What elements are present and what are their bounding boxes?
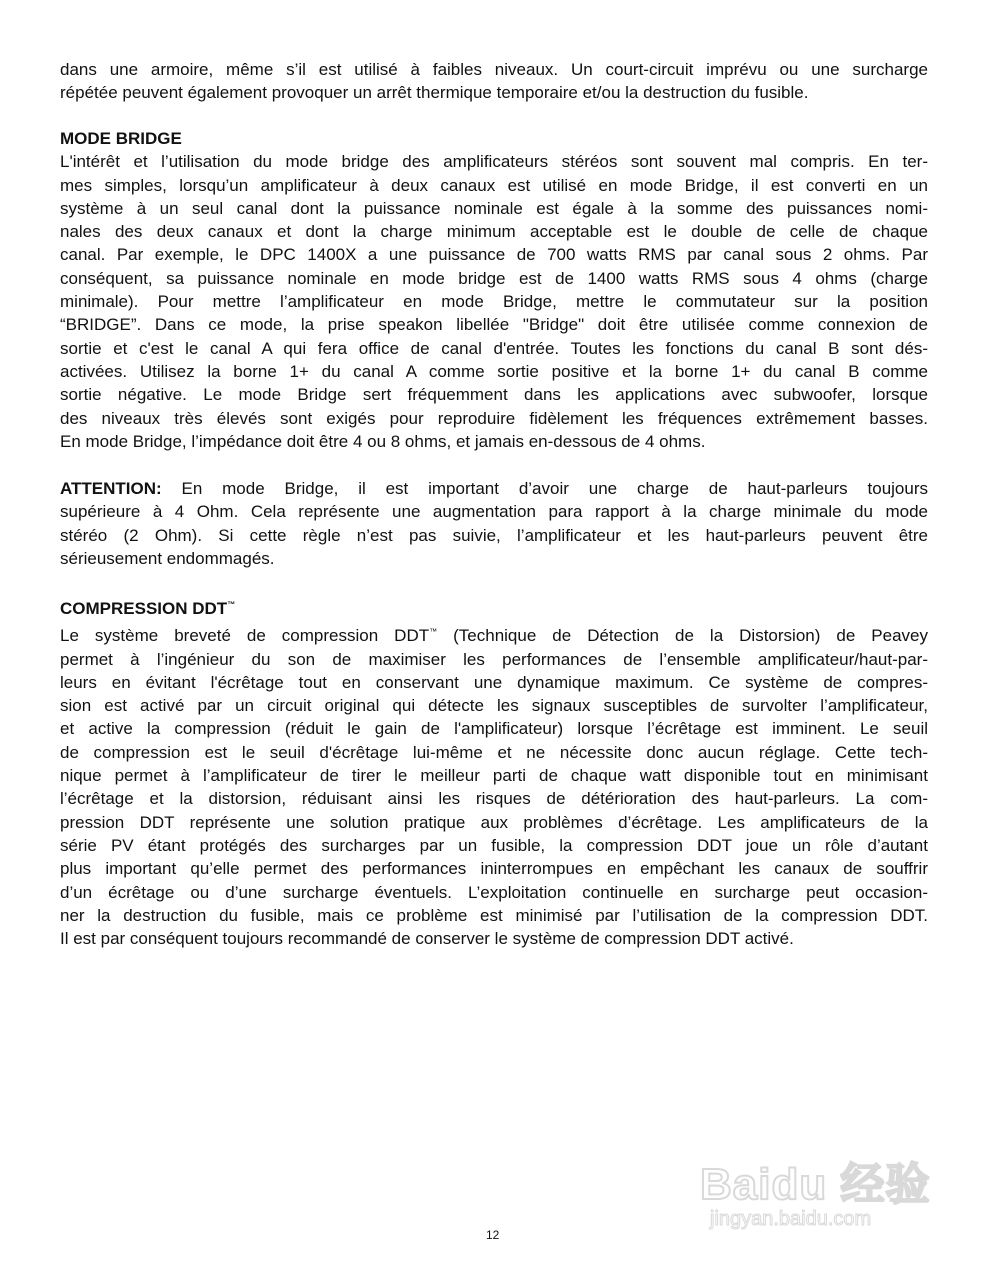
heading-text: COMPRESSION DDT — [60, 599, 228, 618]
paragraph-line: ner la destruction du fusible, mais ce problème est minimisé par l’utilisation de la compression DDT. — [60, 905, 928, 925]
paragraph-line: l’écrêtage et la distorsion, réduisant ainsi les risques de détérioration des haut-parleurs. La com- — [60, 789, 928, 809]
watermark-logo: Baidu 经验 — [700, 1160, 931, 1209]
paragraph-line: nique permet à l’amplificateur de tirer le meilleur parti de chaque watt disponible tout en minimisant — [60, 766, 928, 786]
paragraph-line: canal. Par exemple, le DPC 1400X a une puissance de 700 watts RMS par canal sous 2 ohms. Par — [60, 245, 928, 265]
paragraph-line: des niveaux très élevés sont exigés pour reproduire fidèlement les fréquences extrêmement basses. — [60, 408, 928, 428]
section-mode-bridge — [60, 127, 928, 453]
paragraph-line: série PV étant protégés des surcharges par un fusible, la compression DDT joue un rôle d’autant — [60, 835, 928, 855]
paragraph-line: En mode Bridge, l’impédance doit être 4 ou 8 ohms, et jamais en-dessous de 4 ohms. — [60, 431, 706, 451]
section-compression-ddt — [60, 593, 928, 950]
paragraph-line: Il est par conséquent toujours recommandé de conserver le système de compression DDT activé. — [60, 929, 794, 949]
paragraph-line: leurs en évitant l'écrêtage tout en conservant une dynamique maximum. Ce système de compres- — [60, 672, 928, 692]
paragraph-line: stéréo (2 Ohm). Si cette règle n’est pas suivie, l’amplificateur et les haut-parleurs peuvent être — [60, 525, 928, 545]
paragraph-line: sion est activé par un circuit original qui détecte les signaux susceptibles de survolter l’amplificateur, — [60, 696, 928, 716]
paragraph-line: pression DDT représente une solution pratique aux problèmes d’écrêtage. Les amplificateurs de la — [60, 812, 928, 832]
paragraph-line: système à un seul canal dont la puissance nominale est égale à la somme des puissances nomi- — [60, 198, 928, 218]
page-number: 12 — [486, 1228, 500, 1242]
bridge-paragraph — [60, 150, 928, 453]
paragraph-line: répétée peuvent également provoquer un arrêt thermique temporaire et/ou la destruction du fusible. — [60, 83, 809, 103]
paragraph-line: mes simples, lorsqu’un amplificateur à deux canaux est utilisé en mode Bridge, il est converti en un — [60, 175, 928, 195]
paragraph-line: d’un écrêtage ou d’une surcharge éventuels. L’exploitation continuelle en surcharge peut occasion- — [60, 882, 928, 902]
paragraph-line: minimale). Pour mettre l’amplificateur en mode Bridge, mettre le commutateur sur la position — [60, 292, 928, 312]
paragraph-line — [60, 477, 928, 500]
paragraph-line: nales des deux canaux et dont la charge minimum acceptable est le double de celle de chaque — [60, 222, 928, 242]
paragraph-line: activées. Utilisez la borne 1+ du canal A comme sortie positive et la borne 1+ du canal B comme — [60, 361, 928, 381]
section-heading — [60, 593, 928, 620]
paragraph-line: supérieure à 4 Ohm. Cela représente une augmentation para rapport à la charge minimale du mode — [60, 502, 928, 522]
paragraph-line: sortie et c'est le canal A qui fera office de canal d'entrée. Toutes les fonctions du canal B sont dés- — [60, 338, 928, 358]
text: (Technique de Détection de la Distorsion) de Peavey — [437, 626, 928, 646]
paragraph-line: sortie négative. Le mode Bridge sert fréquemment dans les applications avec subwoofer, lorsque — [60, 385, 928, 405]
paragraph-line — [60, 620, 928, 647]
intro-paragraph — [60, 58, 928, 105]
attention-paragraph — [60, 477, 928, 570]
paragraph-line: et active la compression (réduit le gain de l'amplificateur) lorsque l’écrêtage est imminent. Le seuil — [60, 719, 928, 739]
attention-label: ATTENTION: — [60, 479, 162, 498]
paragraph-line: dans une armoire, même s’il est utilisé à faibles niveaux. Un court-circuit imprévu ou une surcharge — [60, 60, 928, 79]
paragraph-line: plus important qu’elle permet des performances ininterrompues en empêchant les canaux de souffrir — [60, 859, 928, 879]
attention-text: En mode Bridge, il est important d’avoir une charge de haut-parleurs toujours — [161, 479, 928, 498]
trademark: ™ — [227, 600, 236, 609]
text: Le système breveté de compression DDT — [60, 626, 430, 646]
paragraph-line: conséquent, sa puissance nominale en mode bridge est de 1400 watts RMS sous 4 ohms (charge — [60, 268, 928, 288]
paragraph-line: sérieusement endommagés. — [60, 548, 275, 568]
paragraph-line: “BRIDGE”. Dans ce mode, la prise speakon libellée "Bridge" doit être utilisée comme connexion de — [60, 315, 928, 335]
ddt-paragraph — [60, 648, 928, 951]
section-heading: MODE BRIDGE — [60, 129, 182, 148]
watermark-url: jingyan.baidu.com — [710, 1208, 872, 1230]
trademark: ™ — [429, 627, 438, 637]
paragraph-line: permet à l’ingénieur du son de maximiser les performances de l’ensemble amplificateur/haut-par- — [60, 649, 928, 669]
paragraph-line: L'intérêt et l’utilisation du mode bridge des amplificateurs stéréos sont souvent mal compris. En ter- — [60, 152, 928, 172]
paragraph-line: de compression est le seuil d'écrêtage lui-même et ne nécessite donc aucun réglage. Cette tech- — [60, 742, 928, 762]
baidu-watermark — [700, 1128, 935, 1238]
